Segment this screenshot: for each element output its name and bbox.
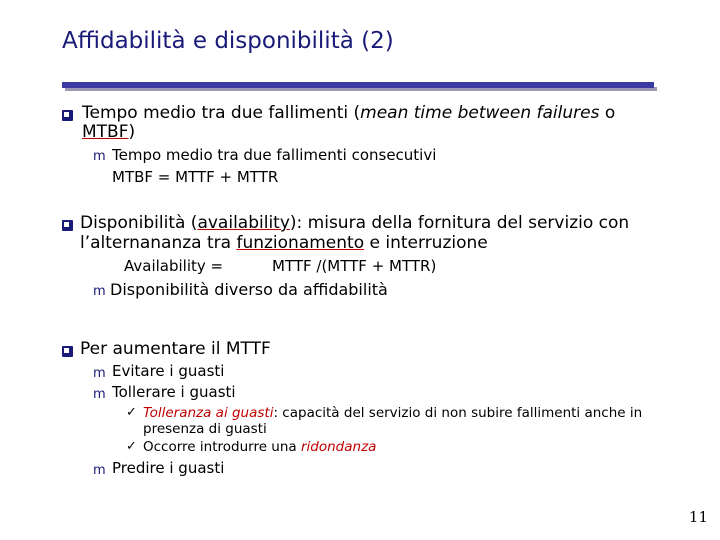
mtbf-sub-1: Tempo medio tra due fallimenti consecutivi <box>112 146 437 164</box>
mtbf-line-1: Tempo medio tra due fallimenti (mean time between failures o <box>82 103 616 123</box>
mtbf-line-2: MTBF) <box>82 122 136 142</box>
sub-bullet-icon: m <box>93 149 106 164</box>
sub-bullet-icon: m <box>93 463 106 478</box>
increase-item-avoid: Evitare i guasti <box>112 362 225 380</box>
page-title: Affidabilità e disponibilità (2) <box>62 28 394 54</box>
square-bullet-icon <box>62 346 73 357</box>
availability-line-2: l’alternananza tra funzionamento e interruzione <box>80 233 488 253</box>
availability-line-1: Disponibilità (availability): misura della fornitura del servizio con <box>80 213 630 233</box>
mtbf-formula: MTBF = MTTF + MTTR <box>112 168 279 186</box>
increase-item-predict: Predire i guasti <box>112 459 225 477</box>
availability-formula-label: Availability = <box>124 257 224 275</box>
square-bullet-icon <box>62 220 73 231</box>
availability-sub-1: Disponibilità diverso da affidabilità <box>110 280 388 299</box>
sub-bullet-icon: m <box>93 387 106 402</box>
increase-heading: Per aumentare il MTTF <box>80 339 271 359</box>
availability-formula-value: MTTF /(MTTF + MTTR) <box>272 257 437 275</box>
check-icon: ✓ <box>126 439 137 454</box>
check-icon: ✓ <box>126 405 137 420</box>
tolerance-definition-line-1: Tolleranza ai guasti: capacità del servizio di non subire fallimenti anche in <box>143 405 643 421</box>
increase-item-tolerate: Tollerare i guasti <box>112 383 236 401</box>
tolerance-definition-line-2: presenza di guasti <box>143 421 267 437</box>
square-bullet-icon <box>62 110 73 121</box>
page-number: 11 <box>688 508 708 526</box>
sub-bullet-icon: m <box>93 284 106 299</box>
redundancy-line: Occorre introdurre una ridondanza <box>143 439 377 455</box>
title-divider <box>62 82 654 91</box>
sub-bullet-icon: m <box>93 366 106 381</box>
